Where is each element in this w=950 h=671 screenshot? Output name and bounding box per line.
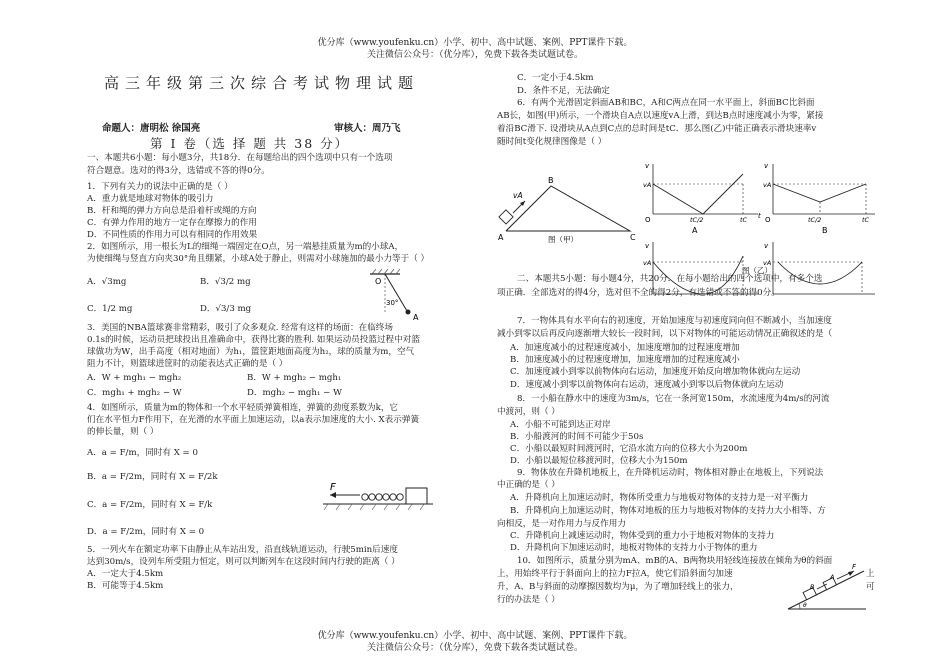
footer-line-1: 优分库（www.youfenku.cn）小学、初中、高中试题、案例、PPT课件下载。 bbox=[317, 631, 633, 641]
graph-a-t-label: t bbox=[758, 212, 761, 220]
q7-option-a: A．加速度减小的过程速度减小，加速度增加的过程速度增加 bbox=[510, 343, 740, 353]
q1-option-c: C．有弹力作用的地方一定存在摩擦力的作用 bbox=[87, 218, 257, 228]
fig6-c-label: C bbox=[630, 233, 636, 242]
q4-stem-3: 的伸长量，则（ ） bbox=[87, 427, 159, 437]
q9-option-b-2: 向相反，是一对作用力与反作用力 bbox=[497, 519, 626, 529]
fig6-jia-caption: 图（甲） bbox=[548, 235, 578, 244]
fig10-b-label: B bbox=[810, 583, 815, 591]
fig10-a-label: A bbox=[830, 573, 835, 581]
q4-option-b: B．a = F/2m，同时有 X = F/2k bbox=[87, 472, 218, 482]
q5-option-a: A．一定大于4.5km bbox=[87, 569, 164, 579]
section-1-title: 第 Ⅰ 卷（选 择 题 共 38 分） bbox=[150, 136, 350, 151]
graph-d-va-label: vA bbox=[763, 259, 772, 267]
graph-a-va-label: vA bbox=[643, 181, 652, 189]
graph-a-caption: A bbox=[692, 226, 698, 235]
graph-d-v-label: v bbox=[764, 242, 769, 250]
q7-stem-1: 7．一物体具有水平向右的初速度，开始加速度与初速度同向但不断减小，当加速度 bbox=[517, 316, 832, 326]
graph-b-o-label: O bbox=[765, 216, 771, 224]
q7-stem-2: 减小到零以后再反向逐渐增大较长一段时间，以下对物体的可能运动情况正确叙述的是（ bbox=[497, 329, 833, 339]
q2-option-b: B．√3/2 mg bbox=[200, 277, 251, 287]
fig6-b-label: B bbox=[548, 176, 554, 185]
fig2-o-label: O bbox=[375, 277, 382, 286]
spring-block-figure bbox=[318, 477, 438, 512]
graph-b-tc-label: tC bbox=[862, 216, 870, 224]
graph-c-va-label: vA bbox=[643, 259, 652, 267]
q9-option-d: D．升降机向下加速运动时，地板对物体的支持力小于物体的重力 bbox=[510, 543, 758, 553]
q10-stem-2: 上，用始终平行于斜面向上的拉力F拉A，使它们沿斜面匀加速 bbox=[497, 569, 733, 579]
q8-option-b: B．小船渡河的时间不可能少于50s bbox=[510, 432, 644, 442]
q6-stem-1: 6．有两个光滑固定斜面AB和BC，A和C两点在同一水平面上，斜面BC比斜面 bbox=[517, 98, 815, 108]
graph-b-va-label: vA bbox=[763, 181, 772, 189]
q4-option-a: A．a = F/m，同时有 X = 0 bbox=[87, 448, 198, 458]
exam-authors: 命题人：唐明松 徐国亮 bbox=[102, 123, 201, 134]
part2-intro-2: 项正确．全部选对的得4分，选对但不全的得2分，有选错或不答的得0分。 bbox=[497, 288, 780, 298]
q5-stem-1: 5．一列火车在额定功率下由静止从车站出发，沿直线轨道运动，行驶5min后速度 bbox=[87, 545, 398, 555]
q8-option-c: C．小船以最短时间渡河时，它沿水流方向的位移大小为200m bbox=[510, 444, 748, 454]
q3-stem-2: 0.1s的时候，运动员把球投出且准确命中，获得比赛的胜利. 如果运动员投篮过程中对篮 bbox=[87, 335, 420, 345]
q6-stem-4: 随时间t变化规律图像是（ ） bbox=[497, 137, 607, 147]
q9-stem-2: 中正确的是（ ） bbox=[497, 480, 560, 490]
q5-option-b: B．可能等于4.5km bbox=[87, 581, 164, 591]
fig10-f-label: F bbox=[852, 563, 857, 571]
q10-stem-1: 10．如图所示，质量分别为mA、mB的A、B两物块用轻线连接放在倾角为θ的斜面 bbox=[517, 556, 833, 566]
q3-option-b: B．W + mgh₂ − mgh₁ bbox=[247, 373, 342, 383]
fig6-yi-caption: 图（乙） bbox=[742, 266, 772, 275]
q9-option-c: C．升降机向上减速运动时，物体受到的重力小于地板对物体的支持力 bbox=[510, 531, 775, 541]
q8-stem-1: 8．一小船在静水中的速度为3m/s，它在一条河宽150m，水流速度为4m/s的河流 bbox=[517, 394, 830, 404]
q3-stem-3: 球做功为W，出手高度（相对地面）为h₁，篮筐距地面高度为h₂，球的质量为m，空气 bbox=[87, 347, 415, 357]
q7-option-b: B．加速度减小的过程速度增加，加速度增加的过程速度减小 bbox=[510, 355, 740, 365]
incline-blocks-figure bbox=[782, 563, 870, 615]
q4-stem-2: 们在水平恒力F作用下，在光滑的水平面上加速运动，以a表示加速度的大小. X表示弹簧 bbox=[87, 415, 420, 425]
q2-stem-1: 2．如图所示，用一根长为L的细绳一端固定在O点，另一端悬挂质量为m的小球A， bbox=[87, 242, 404, 252]
fig2-angle-label: 30° bbox=[386, 299, 399, 307]
fig2-a-label: A bbox=[413, 313, 419, 322]
q5-stem-2: 达到30m/s，设列车所受阻力恒定，则可以判断列车在这段时间内行驶的距离（ ） bbox=[87, 557, 400, 567]
q3-stem-1: 3．美国的NBA篮球赛非常精彩，吸引了众多观众. 经常有这样的场面：在临终场 bbox=[87, 323, 393, 333]
q2-stem-2: 为使细绳与竖直方向夹30°角且绷紧，小球A处于静止，则需对小球施加的最小力等于（ ） bbox=[87, 254, 430, 264]
fig6-va-label: vA bbox=[513, 191, 523, 200]
q8-stem-2: 中渡河，则（ ） bbox=[497, 407, 560, 417]
part1-intro-1: 一、本题共6小题：每小题3分，共18分．在每题给出的四个选项中只有一个选项 bbox=[87, 153, 393, 163]
q1-option-a: A．重力就是地球对物体的吸引力 bbox=[87, 194, 214, 204]
q4-option-d: D．a = F/2m，同时有 X = 0 bbox=[87, 527, 205, 537]
part2-intro-1: 二、本题共5小题：每小题4分，共20分．在每小题给出的四个选项中，有多个选 bbox=[517, 274, 823, 284]
q4-option-c: C．a = F/2m，同时有 X = F/k bbox=[87, 500, 213, 510]
q10-stem-3-tail: 可 bbox=[866, 582, 875, 592]
q6-stem-2: AB长，如图(甲)所示，一个滑块自A点以速度vA上滑，到达B点时速度减小为零，紧接 bbox=[497, 111, 824, 121]
q2-option-c: C．1/2 mg bbox=[87, 304, 133, 314]
graph-b-caption: B bbox=[822, 226, 828, 235]
graph-b-tc2-label: tC/2 bbox=[808, 216, 822, 224]
q7-option-d: D．速度减小到零以前物体向右运动，速度减小到零以后物体就向左运动 bbox=[510, 380, 784, 390]
header-line-2: 关注微信公众号：（优分库），免费下载各类试题试卷。 bbox=[366, 50, 583, 60]
part1-intro-2: 符合题意。选对的得3分，选错或不答的得0分。 bbox=[87, 166, 270, 176]
q1-option-d: D．不同性质的作用力可以有相同的作用效果 bbox=[87, 230, 258, 240]
graph-c-v-label: v bbox=[645, 242, 650, 250]
pendulum-figure bbox=[360, 268, 435, 328]
q3-option-c: C．mgh₁ + mgh₂ − W bbox=[87, 388, 182, 398]
q10-stem-3: 升，A、B与斜面的动摩擦因数均为μ，为了增加轻线上的张力， bbox=[497, 582, 739, 592]
q2-option-d: D．√3/3 mg bbox=[200, 304, 252, 314]
footer-line-2: 关注微信公众号：（优分库），免费下载各类试题试卷。 bbox=[366, 643, 583, 653]
q6-stem-3: 着沿BC滑下. 设滑块从A点到C点的总时间是tC．那么图(乙)中能正确表示滑块速率v bbox=[497, 124, 817, 134]
q2-option-a: A．√3mg bbox=[87, 277, 127, 287]
fig10-theta-label: θ bbox=[803, 602, 807, 609]
q4-stem-1: 4．如图所示，质量为m的物体和一个水平轻质弹簧相连，弹簧的劲度系数为k，它 bbox=[87, 403, 399, 413]
graph-a-tc2-label: tC/2 bbox=[690, 216, 704, 224]
q3-option-d: D．mgh₂ − mgh₁ − W bbox=[247, 388, 342, 398]
q9-option-a: A．升降机向上加速运动时，物体所受重力与地板对物体的支持力是一对平衡力 bbox=[510, 493, 809, 503]
header-line-1: 优分库（www.youfenku.cn）小学、初中、高中试题、案例、PPT课件下载。 bbox=[317, 38, 633, 48]
exam-reviewer: 审核人：周乃飞 bbox=[334, 123, 401, 134]
incline-figure-jia bbox=[493, 168, 643, 248]
q9-stem-1: 9．物体放在升降机地板上，在升降机运动时，物体相对静止在地板上，下列说法 bbox=[517, 468, 824, 478]
fig4-f-label: F bbox=[330, 482, 336, 493]
q1-option-b: B．杆和绳的弹力方向总是沿着杆或绳的方向 bbox=[87, 206, 257, 216]
q8-option-d: D．小船以最短位移渡河时，位移大小为150m bbox=[510, 456, 688, 466]
q5-option-d: D．条件不足，无法确定 bbox=[517, 86, 610, 96]
q3-option-a: A．W + mgh₁ − mgh₂ bbox=[87, 373, 182, 383]
q8-option-a: A．小船不可能到达正对岸 bbox=[510, 420, 611, 430]
exam-title: 高三年级第三次综合考试物理试题 bbox=[104, 74, 420, 92]
q5-option-c: C．一定小于4.5km bbox=[517, 73, 594, 83]
q10-stem-2-tail: 上 bbox=[866, 569, 875, 579]
q3-stem-4: 阻力不计，则篮球进筐时的动能表达式正确的是（ ） bbox=[87, 359, 288, 369]
fig6-a-label: A bbox=[498, 233, 504, 242]
q9-option-b-1: B．升降机向上加速运动时，物体对地板的压力与地板对物体的支持力大小相等、方 bbox=[510, 506, 826, 516]
q1-stem: 1．下列有关力的说法中正确的是（ ） bbox=[87, 182, 233, 192]
graph-a-v-label: v bbox=[645, 162, 650, 170]
graph-b-v-label: v bbox=[764, 162, 769, 170]
graph-a-o-label: O bbox=[645, 216, 651, 224]
q7-option-c: C．加速度减小到零以前物体向右运动，加速度开始反向增加物体就向左运动 bbox=[510, 367, 801, 377]
q10-stem-4: 行的办法是（ ） bbox=[497, 595, 560, 605]
graph-a-tc-label: tC bbox=[740, 216, 748, 224]
